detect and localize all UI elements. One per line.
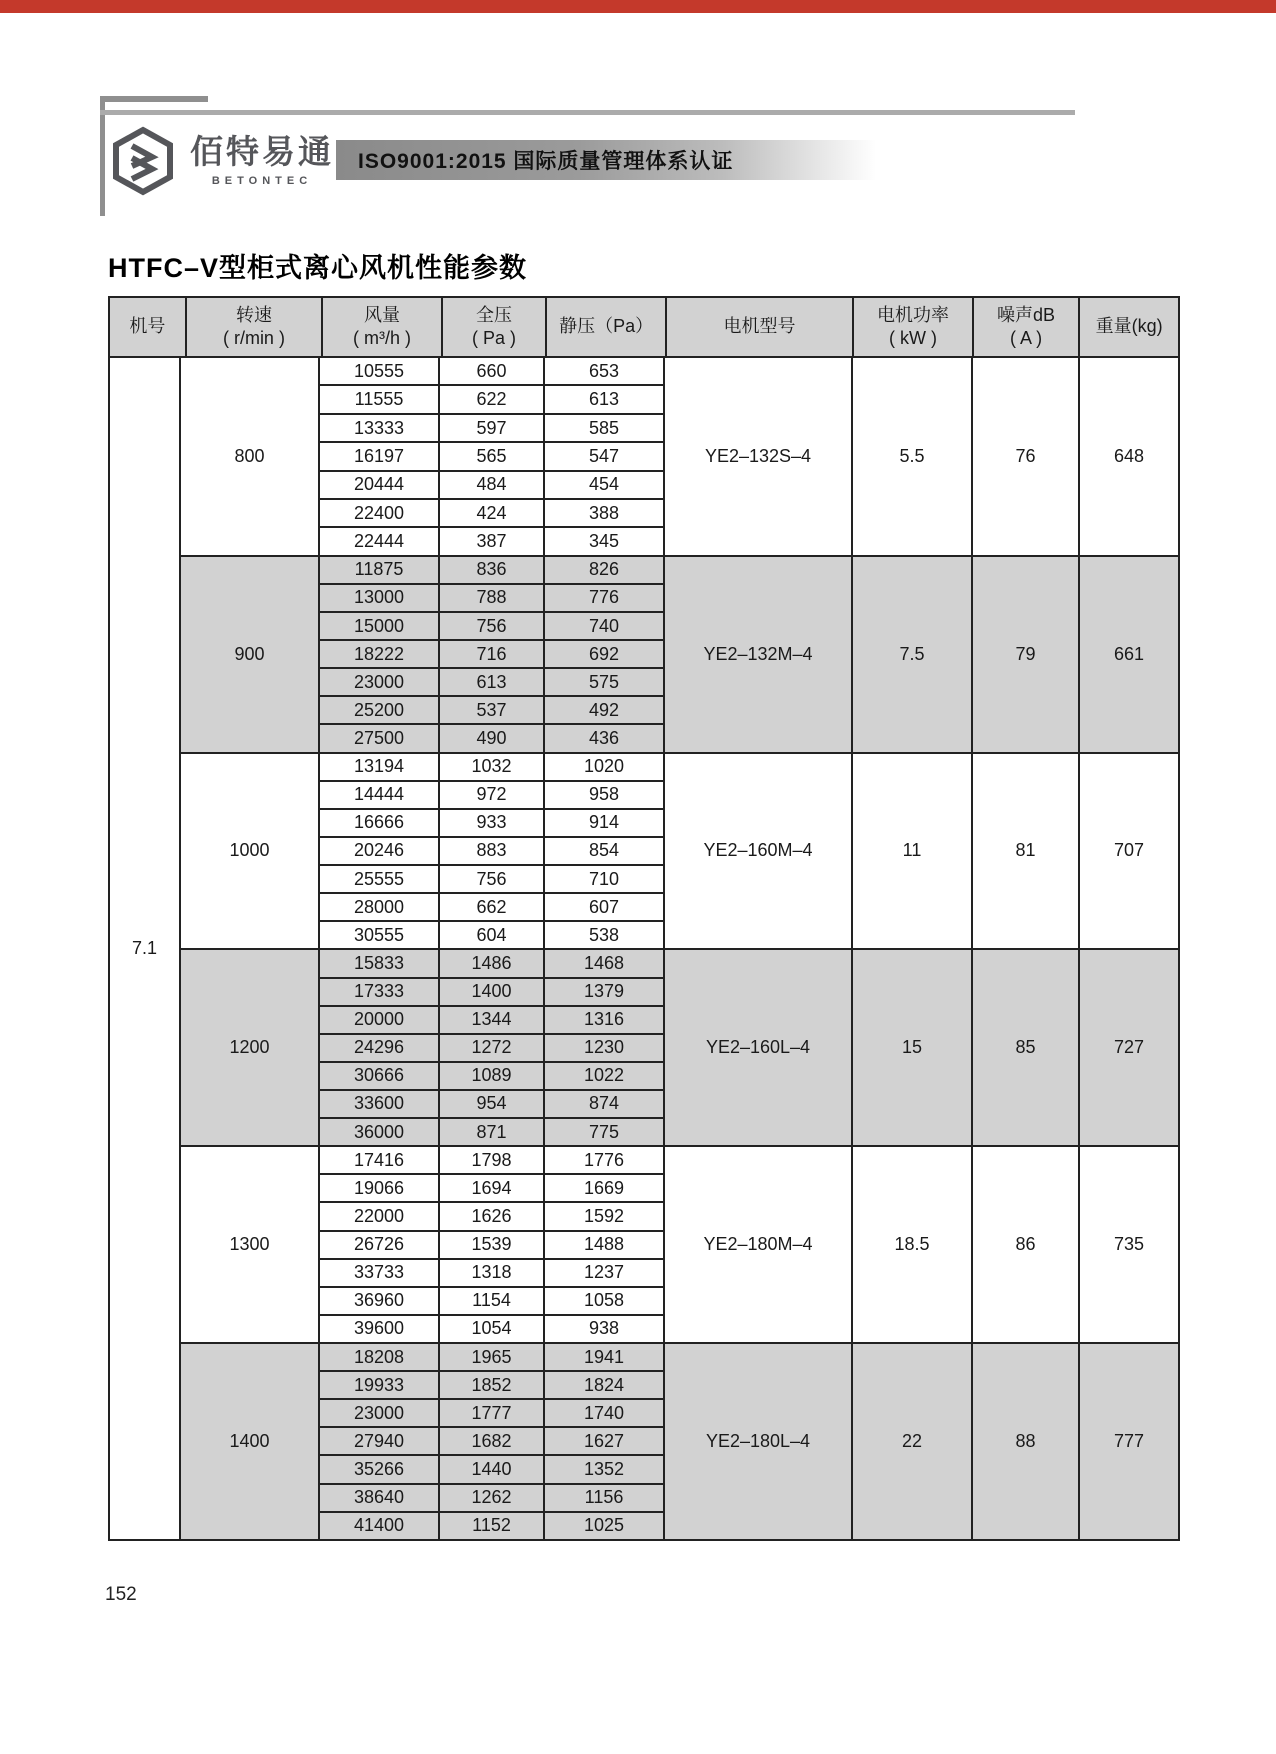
- flow-cell: 20444: [353, 474, 405, 495]
- flow-cell: 27940: [353, 1430, 405, 1451]
- motor-model-cell: YE2–132M–4: [663, 557, 851, 752]
- data-row: [320, 1033, 663, 1061]
- flow-cell: 17416: [353, 1149, 405, 1170]
- data-row: [320, 1201, 663, 1229]
- fan-performance-table: [108, 296, 1180, 1541]
- motor-model-cell: YE2–160L–4: [663, 950, 851, 1145]
- total-pressure-cell: 1154: [438, 1288, 543, 1314]
- column-header-8: [1078, 298, 1178, 356]
- total-pressure-cell: 1054: [438, 1316, 543, 1342]
- static-pressure-cell: 538: [543, 922, 663, 948]
- flow-cell: 13194: [353, 756, 405, 777]
- static-pressure-cell: 692: [543, 641, 663, 667]
- static-pressure-cell: 653: [543, 358, 663, 384]
- total-pressure-cell: 716: [438, 641, 543, 667]
- flow-cell: 14444: [353, 784, 405, 805]
- total-pressure-cell: 597: [438, 415, 543, 441]
- static-pressure-cell: 1237: [543, 1260, 663, 1286]
- data-row: [320, 358, 663, 384]
- total-pressure-cell: 1965: [438, 1344, 543, 1370]
- column-header-label: 转速: [235, 304, 272, 325]
- static-pressure-cell: 1058: [543, 1288, 663, 1314]
- power-cell: 22: [851, 1344, 971, 1539]
- table-body: [110, 358, 1178, 1539]
- total-pressure-cell: 484: [438, 472, 543, 498]
- column-header-unit: ( m³/h ): [352, 328, 411, 348]
- data-row: [320, 1173, 663, 1201]
- total-pressure-cell: 871: [438, 1119, 543, 1145]
- static-pressure-cell: 1776: [543, 1147, 663, 1173]
- total-pressure-cell: 1694: [438, 1175, 543, 1201]
- static-pressure-cell: 1352: [543, 1456, 663, 1482]
- data-row: [320, 413, 663, 441]
- static-pressure-cell: 874: [543, 1091, 663, 1117]
- frame-top-line: [100, 96, 208, 102]
- noise-cell: 79: [971, 557, 1078, 752]
- speed-group-900: [181, 555, 1178, 752]
- static-pressure-cell: 1022: [543, 1063, 663, 1089]
- flow-cell: 33733: [353, 1262, 405, 1283]
- column-header-6: [852, 298, 972, 356]
- noise-cell: 88: [971, 1344, 1078, 1539]
- data-row: [320, 384, 663, 412]
- data-row: [320, 892, 663, 920]
- data-row: [320, 1370, 663, 1398]
- total-pressure-cell: 662: [438, 894, 543, 920]
- data-row: [320, 1511, 663, 1539]
- data-row: [320, 920, 663, 948]
- static-pressure-cell: 958: [543, 782, 663, 808]
- flow-cell: 27500: [353, 728, 405, 748]
- data-row: [320, 583, 663, 611]
- speed-group-1400: [181, 1342, 1178, 1539]
- total-pressure-cell: 565: [438, 443, 543, 469]
- data-row: [320, 1230, 663, 1258]
- static-pressure-cell: 613: [543, 386, 663, 412]
- flow-cell: 36960: [353, 1290, 405, 1311]
- data-row: [320, 1286, 663, 1314]
- static-pressure-cell: 740: [543, 613, 663, 639]
- flow-cell: 11875: [354, 559, 404, 580]
- flow-cell: 25200: [353, 699, 405, 720]
- flow-cell: 13000: [353, 587, 405, 608]
- total-pressure-cell: 622: [438, 386, 543, 412]
- hexagon-logo-icon: [110, 126, 176, 196]
- flow-cell: 13333: [353, 417, 405, 438]
- flow-cell: 23000: [353, 1402, 405, 1423]
- data-row: [320, 836, 663, 864]
- flow-cell: 28000: [353, 896, 405, 917]
- total-pressure-cell: 883: [438, 838, 543, 864]
- total-pressure-cell: 424: [438, 500, 543, 526]
- flow-cell: 41400: [353, 1515, 405, 1536]
- total-pressure-cell: 1852: [438, 1372, 543, 1398]
- data-row: [320, 1314, 663, 1342]
- data-row: [320, 977, 663, 1005]
- total-pressure-cell: 1032: [438, 754, 543, 780]
- flow-cell: 20000: [353, 1009, 405, 1030]
- total-pressure-cell: 836: [438, 557, 543, 583]
- data-row: [320, 1426, 663, 1454]
- static-pressure-cell: 1316: [543, 1007, 663, 1033]
- speed-group-1200: [181, 948, 1178, 1145]
- weight-cell: 707: [1078, 754, 1178, 949]
- column-header-label: 静压（Pa）: [559, 316, 654, 337]
- column-header-unit: ( Pa ): [472, 328, 517, 348]
- speed-cell: 1000: [229, 840, 270, 861]
- column-header-5: [665, 298, 852, 356]
- static-pressure-cell: 345: [543, 528, 663, 554]
- total-pressure-cell: 756: [438, 866, 543, 892]
- total-pressure-cell: 1777: [438, 1400, 543, 1426]
- table-header-row: [110, 298, 1178, 358]
- total-pressure-cell: 788: [438, 585, 543, 611]
- total-pressure-cell: 756: [438, 613, 543, 639]
- data-row: [320, 1117, 663, 1145]
- speed-group-800: [181, 358, 1178, 555]
- column-header-unit: ( r/min ): [222, 328, 285, 348]
- static-pressure-cell: 1468: [543, 950, 663, 976]
- static-pressure-cell: 1627: [543, 1428, 663, 1454]
- flow-cell: 18208: [353, 1346, 405, 1367]
- weight-cell: 648: [1078, 358, 1178, 555]
- total-pressure-cell: 1440: [438, 1456, 543, 1482]
- iso-banner-text: ISO9001:2015 国际质量管理体系认证: [358, 150, 734, 173]
- total-pressure-cell: 1318: [438, 1260, 543, 1286]
- static-pressure-cell: 775: [543, 1119, 663, 1145]
- data-row: [320, 808, 663, 836]
- static-pressure-cell: 1941: [543, 1344, 663, 1370]
- power-cell: 15: [851, 950, 971, 1145]
- column-header-3: [441, 298, 546, 356]
- pressure-subtable: [318, 754, 663, 949]
- total-pressure-cell: 933: [438, 810, 543, 836]
- data-row: [320, 695, 663, 723]
- flow-cell: 24296: [353, 1037, 405, 1058]
- flow-cell: 16666: [353, 812, 405, 833]
- pressure-subtable: [318, 358, 663, 555]
- flow-cell: 35266: [353, 1458, 405, 1479]
- data-row: [320, 470, 663, 498]
- static-pressure-cell: 854: [543, 838, 663, 864]
- flow-cell: 30666: [353, 1065, 405, 1086]
- pressure-subtable: [318, 557, 663, 752]
- flow-cell: 38640: [353, 1487, 405, 1508]
- total-pressure-cell: 1486: [438, 950, 543, 976]
- static-pressure-cell: 938: [543, 1316, 663, 1342]
- static-pressure-cell: 776: [543, 585, 663, 611]
- data-row: [320, 611, 663, 639]
- column-header-unit: ( kW ): [888, 328, 937, 348]
- column-header-label: 电机功率: [876, 304, 949, 325]
- static-pressure-cell: 826: [543, 557, 663, 583]
- total-pressure-cell: 1539: [438, 1232, 543, 1258]
- column-header-label: 风量: [363, 304, 400, 325]
- static-pressure-cell: 1230: [543, 1035, 663, 1061]
- company-logo: [110, 126, 334, 196]
- flow-cell: 15000: [353, 615, 405, 636]
- noise-cell: 86: [971, 1147, 1078, 1342]
- power-cell: 7.5: [851, 557, 971, 752]
- data-row: [320, 1454, 663, 1482]
- data-row: [320, 950, 663, 976]
- flow-cell: 22444: [353, 531, 405, 552]
- total-pressure-cell: 613: [438, 669, 543, 695]
- total-pressure-cell: 490: [438, 725, 543, 751]
- column-header-label: 重量(kg): [1095, 316, 1163, 337]
- speed-cell: 1300: [229, 1234, 270, 1255]
- static-pressure-cell: 1156: [543, 1485, 663, 1511]
- static-pressure-cell: 1824: [543, 1372, 663, 1398]
- static-pressure-cell: 607: [543, 894, 663, 920]
- data-row: [320, 1344, 663, 1370]
- column-header-2: [321, 298, 441, 356]
- pressure-subtable: [318, 950, 663, 1145]
- page-number: 152: [105, 1584, 137, 1605]
- motor-model-cell: YE2–180L–4: [663, 1344, 851, 1539]
- data-row: [320, 1258, 663, 1286]
- logo-name: 佰特易通: [190, 133, 334, 170]
- static-pressure-cell: 1025: [543, 1513, 663, 1539]
- data-row: [320, 1483, 663, 1511]
- top-red-bar: [0, 0, 1276, 13]
- column-header-0: [110, 298, 185, 356]
- speed-cell: 1400: [229, 1430, 270, 1451]
- iso-banner: [336, 140, 876, 180]
- static-pressure-cell: 454: [543, 472, 663, 498]
- data-row: [320, 639, 663, 667]
- total-pressure-cell: 1262: [438, 1485, 543, 1511]
- column-header-1: [185, 298, 321, 356]
- flow-cell: 22000: [353, 1205, 405, 1226]
- speed-cell: 1200: [229, 1037, 270, 1058]
- total-pressure-cell: 972: [438, 782, 543, 808]
- flow-cell: 36000: [353, 1121, 405, 1142]
- frame-long-line: [100, 110, 1075, 115]
- total-pressure-cell: 1344: [438, 1007, 543, 1033]
- static-pressure-cell: 914: [543, 810, 663, 836]
- column-header-unit: ( A ): [1010, 328, 1043, 348]
- data-row: [320, 780, 663, 808]
- column-header-label: 全压: [476, 304, 513, 325]
- static-pressure-cell: 1740: [543, 1400, 663, 1426]
- static-pressure-cell: 1379: [543, 979, 663, 1005]
- data-row: [320, 1061, 663, 1089]
- data-row: [320, 1005, 663, 1033]
- static-pressure-cell: 547: [543, 443, 663, 469]
- data-row: [320, 1089, 663, 1117]
- static-pressure-cell: 710: [543, 866, 663, 892]
- data-row: [320, 1147, 663, 1173]
- total-pressure-cell: 1400: [438, 979, 543, 1005]
- noise-cell: 76: [971, 358, 1078, 555]
- data-row: [320, 864, 663, 892]
- data-row: [320, 526, 663, 554]
- machine-no-cell: 7.1: [110, 358, 181, 1539]
- weight-cell: 777: [1078, 1344, 1178, 1539]
- pressure-subtable: [318, 1344, 663, 1539]
- weight-cell: 661: [1078, 557, 1178, 752]
- total-pressure-cell: 1089: [438, 1063, 543, 1089]
- speed-group-1000: [181, 752, 1178, 949]
- total-pressure-cell: 1798: [438, 1147, 543, 1173]
- data-row: [320, 498, 663, 526]
- flow-cell: 19933: [353, 1374, 405, 1395]
- flow-cell: 30555: [353, 924, 405, 945]
- flow-cell: 26726: [353, 1234, 405, 1255]
- static-pressure-cell: 575: [543, 669, 663, 695]
- weight-cell: 727: [1078, 950, 1178, 1145]
- data-row: [320, 754, 663, 780]
- static-pressure-cell: 436: [543, 725, 663, 751]
- flow-cell: 20246: [353, 840, 405, 861]
- total-pressure-cell: 1272: [438, 1035, 543, 1061]
- column-header-label: 机号: [129, 316, 166, 337]
- column-header-7: [972, 298, 1079, 356]
- speed-group-1300: [181, 1145, 1178, 1342]
- weight-cell: 735: [1078, 1147, 1178, 1342]
- total-pressure-cell: 1152: [438, 1513, 543, 1539]
- speed-cell: 800: [234, 445, 265, 466]
- page-title: HTFC–V型柜式离心风机性能参数: [108, 253, 528, 283]
- flow-cell: 18222: [353, 643, 405, 664]
- total-pressure-cell: 604: [438, 922, 543, 948]
- data-row: [320, 557, 663, 583]
- motor-model-cell: YE2–160M–4: [663, 754, 851, 949]
- column-header-4: [545, 298, 665, 356]
- flow-cell: 25555: [353, 868, 405, 889]
- motor-model-cell: YE2–180M–4: [663, 1147, 851, 1342]
- data-row: [320, 723, 663, 751]
- flow-cell: 33600: [353, 1093, 405, 1114]
- flow-cell: 39600: [353, 1318, 405, 1339]
- data-row: [320, 667, 663, 695]
- power-cell: 11: [851, 754, 971, 949]
- speed-cell: 900: [234, 643, 265, 664]
- total-pressure-cell: 660: [438, 358, 543, 384]
- power-cell: 18.5: [851, 1147, 971, 1342]
- column-header-label: 噪声dB: [997, 304, 1056, 325]
- noise-cell: 85: [971, 950, 1078, 1145]
- logo-subtitle: BETONTEC: [211, 175, 313, 187]
- column-header-label: 电机型号: [723, 316, 796, 337]
- static-pressure-cell: 1020: [543, 754, 663, 780]
- motor-model-cell: YE2–132S–4: [663, 358, 851, 555]
- power-cell: 5.5: [851, 358, 971, 555]
- flow-cell: 22400: [353, 502, 405, 523]
- flow-cell: 23000: [353, 671, 405, 692]
- flow-cell: 10555: [353, 360, 405, 381]
- total-pressure-cell: 1626: [438, 1203, 543, 1229]
- flow-cell: 17333: [353, 981, 405, 1002]
- data-row: [320, 1398, 663, 1426]
- data-row: [320, 441, 663, 469]
- flow-cell: 16197: [353, 445, 405, 466]
- static-pressure-cell: 585: [543, 415, 663, 441]
- static-pressure-cell: 388: [543, 500, 663, 526]
- total-pressure-cell: 537: [438, 697, 543, 723]
- flow-cell: 19066: [353, 1177, 405, 1198]
- flow-cell: 11555: [354, 389, 404, 410]
- static-pressure-cell: 1669: [543, 1175, 663, 1201]
- total-pressure-cell: 387: [438, 528, 543, 554]
- pressure-subtable: [318, 1147, 663, 1342]
- noise-cell: 81: [971, 754, 1078, 949]
- flow-cell: 15833: [353, 952, 405, 973]
- total-pressure-cell: 1682: [438, 1428, 543, 1454]
- static-pressure-cell: 1488: [543, 1232, 663, 1258]
- table-groups: [181, 358, 1178, 1539]
- static-pressure-cell: 1592: [543, 1203, 663, 1229]
- total-pressure-cell: 954: [438, 1091, 543, 1117]
- static-pressure-cell: 492: [543, 697, 663, 723]
